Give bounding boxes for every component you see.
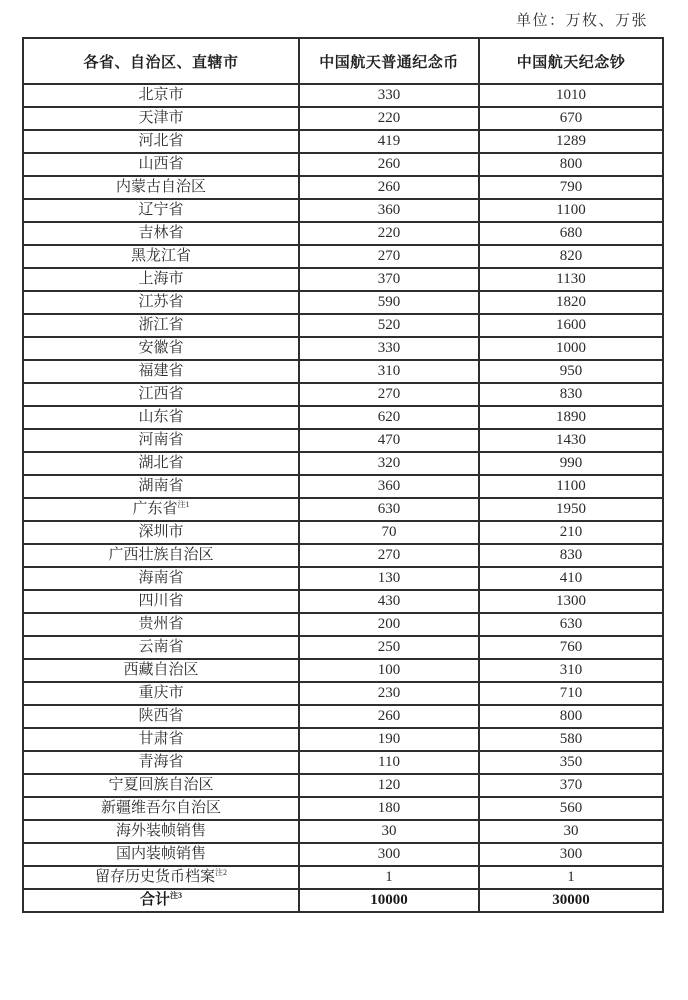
banknote-value-cell: 630	[479, 613, 663, 636]
coin-value-cell: 520	[299, 314, 479, 337]
table-row	[23, 705, 663, 728]
coin-value-cell: 260	[299, 153, 479, 176]
banknote-value-cell: 1300	[479, 590, 663, 613]
banknote-value-cell: 1	[479, 866, 663, 889]
coin-value-cell: 330	[299, 337, 479, 360]
coin-value-cell: 220	[299, 222, 479, 245]
coin-value-cell: 100	[299, 659, 479, 682]
region-cell: 黑龙江省	[23, 245, 299, 268]
banknote-value-cell: 210	[479, 521, 663, 544]
col-header-coin: 中国航天普通纪念币	[299, 38, 479, 84]
banknote-value-cell: 1130	[479, 268, 663, 291]
banknote-value-cell: 820	[479, 245, 663, 268]
coin-value-cell: 270	[299, 544, 479, 567]
table-row	[23, 751, 663, 774]
table-row	[23, 199, 663, 222]
unit-label: 单位：万枚、万张	[515, 13, 648, 29]
region-cell: 福建省	[23, 360, 299, 383]
coin-value-cell: 630	[299, 498, 479, 521]
table-row	[23, 728, 663, 751]
banknote-value-cell: 1950	[479, 498, 663, 521]
footnote-marker: 注2	[215, 868, 227, 877]
table-row	[23, 291, 663, 314]
banknote-value-cell: 410	[479, 567, 663, 590]
table-row	[23, 245, 663, 268]
table-row	[23, 636, 663, 659]
coin-value-cell: 110	[299, 751, 479, 774]
table-row	[23, 797, 663, 820]
coin-value-cell: 320	[299, 452, 479, 475]
table-row	[23, 222, 663, 245]
region-cell: 浙江省	[23, 314, 299, 337]
region-cell: 河北省	[23, 130, 299, 153]
table-row	[23, 268, 663, 291]
col-header-region: 各省、自治区、直辖市	[23, 38, 299, 84]
region-cell: 江西省	[23, 383, 299, 406]
banknote-value-cell: 1600	[479, 314, 663, 337]
banknote-value-cell: 1000	[479, 337, 663, 360]
region-cell: 留存历史货币档案$^{注2}$	[23, 866, 299, 889]
region-cell: 山东省	[23, 406, 299, 429]
banknote-value-cell: 30000	[479, 889, 663, 912]
region-cell: 甘肃省	[23, 728, 299, 751]
table-row	[23, 613, 663, 636]
table-row	[23, 866, 663, 889]
banknote-value-cell: 300	[479, 843, 663, 866]
region-cell: 国内装帧销售	[23, 843, 299, 866]
footnote-marker: 注3	[170, 891, 182, 900]
banknote-value-cell: 1010	[479, 84, 663, 107]
coin-value-cell: 419	[299, 130, 479, 153]
table-header	[23, 38, 663, 84]
banknote-value-cell: 1820	[479, 291, 663, 314]
coin-value-cell: 260	[299, 705, 479, 728]
coin-value-cell: 130	[299, 567, 479, 590]
banknote-value-cell: 990	[479, 452, 663, 475]
region-cell: 河南省	[23, 429, 299, 452]
table-row	[23, 130, 663, 153]
coin-value-cell: 270	[299, 245, 479, 268]
coin-value-cell: 120	[299, 774, 479, 797]
banknote-value-cell: 830	[479, 383, 663, 406]
region-cell: 海南省	[23, 567, 299, 590]
region-cell: 合计$^{注3}$	[23, 889, 299, 912]
coin-value-cell: 590	[299, 291, 479, 314]
region-cell: 湖南省	[23, 475, 299, 498]
coin-value-cell: 180	[299, 797, 479, 820]
coin-value-cell: 470	[299, 429, 479, 452]
region-cell: 北京市	[23, 84, 299, 107]
table-row	[23, 567, 663, 590]
coin-value-cell: 430	[299, 590, 479, 613]
region-cell: 内蒙古自治区	[23, 176, 299, 199]
banknote-value-cell: 370	[479, 774, 663, 797]
banknote-value-cell: 670	[479, 107, 663, 130]
table-row	[23, 314, 663, 337]
banknote-value-cell: 790	[479, 176, 663, 199]
table-row	[23, 383, 663, 406]
table-row	[23, 452, 663, 475]
banknote-value-cell: 580	[479, 728, 663, 751]
footnote-marker: 注1	[177, 500, 190, 509]
coin-value-cell: 230	[299, 682, 479, 705]
banknote-value-cell: 30	[479, 820, 663, 843]
region-cell: 贵州省	[23, 613, 299, 636]
banknote-value-cell: 710	[479, 682, 663, 705]
table-row	[23, 84, 663, 107]
region-cell: 广西壮族自治区	[23, 544, 299, 567]
region-cell: 天津市	[23, 107, 299, 130]
region-cell: 陕西省	[23, 705, 299, 728]
table-row	[23, 820, 663, 843]
region-cell: 西藏自治区	[23, 659, 299, 682]
coin-value-cell: 370	[299, 268, 479, 291]
region-cell: 吉林省	[23, 222, 299, 245]
region-cell: 上海市	[23, 268, 299, 291]
table-row	[23, 429, 663, 452]
banknote-value-cell: 760	[479, 636, 663, 659]
region-cell: 云南省	[23, 636, 299, 659]
region-cell: 江苏省	[23, 291, 299, 314]
region-cell: 新疆维吾尔自治区	[23, 797, 299, 820]
coin-value-cell: 190	[299, 728, 479, 751]
banknote-value-cell: 350	[479, 751, 663, 774]
allocation-table	[22, 37, 664, 913]
region-cell: 湖北省	[23, 452, 299, 475]
banknote-value-cell: 1430	[479, 429, 663, 452]
table-row	[23, 176, 663, 199]
total-row	[23, 889, 663, 912]
table-row	[23, 843, 663, 866]
table-row	[23, 682, 663, 705]
table-row	[23, 544, 663, 567]
table-row	[23, 337, 663, 360]
coin-value-cell: 70	[299, 521, 479, 544]
coin-value-cell: 310	[299, 360, 479, 383]
region-cell: 青海省	[23, 751, 299, 774]
region-cell: 重庆市	[23, 682, 299, 705]
region-cell: 海外装帧销售	[23, 820, 299, 843]
coin-value-cell: 300	[299, 843, 479, 866]
coin-value-cell: 10000	[299, 889, 479, 912]
banknote-value-cell: 560	[479, 797, 663, 820]
banknote-value-cell: 1100	[479, 475, 663, 498]
region-cell: 深圳市	[23, 521, 299, 544]
table-row	[23, 475, 663, 498]
region-cell: 安徽省	[23, 337, 299, 360]
table-row	[23, 498, 663, 521]
coin-value-cell: 360	[299, 199, 479, 222]
coin-value-cell: 620	[299, 406, 479, 429]
table-body	[23, 84, 663, 912]
region-cell: 辽宁省	[23, 199, 299, 222]
table-row	[23, 521, 663, 544]
coin-value-cell: 200	[299, 613, 479, 636]
table-row	[23, 107, 663, 130]
header-row	[23, 38, 663, 84]
coin-value-cell: 30	[299, 820, 479, 843]
region-cell: 四川省	[23, 590, 299, 613]
table-row	[23, 590, 663, 613]
banknote-value-cell: 1289	[479, 130, 663, 153]
banknote-value-cell: 950	[479, 360, 663, 383]
table-row	[23, 406, 663, 429]
banknote-value-cell: 680	[479, 222, 663, 245]
banknote-value-cell: 800	[479, 153, 663, 176]
coin-value-cell: 1	[299, 866, 479, 889]
table-row	[23, 774, 663, 797]
table-row	[23, 360, 663, 383]
banknote-value-cell: 310	[479, 659, 663, 682]
banknote-value-cell: 830	[479, 544, 663, 567]
coin-value-cell: 270	[299, 383, 479, 406]
region-cell: 山西省	[23, 153, 299, 176]
banknote-value-cell: 1100	[479, 199, 663, 222]
banknote-value-cell: 1890	[479, 406, 663, 429]
coin-value-cell: 220	[299, 107, 479, 130]
coin-value-cell: 330	[299, 84, 479, 107]
col-header-banknote: 中国航天纪念钞	[479, 38, 663, 84]
region-cell: 广东省$^{注1}$	[23, 498, 299, 521]
table-row	[23, 153, 663, 176]
region-cell: 宁夏回族自治区	[23, 774, 299, 797]
table-row	[23, 659, 663, 682]
coin-value-cell: 360	[299, 475, 479, 498]
coin-value-cell: 250	[299, 636, 479, 659]
banknote-value-cell: 800	[479, 705, 663, 728]
coin-value-cell: 260	[299, 176, 479, 199]
